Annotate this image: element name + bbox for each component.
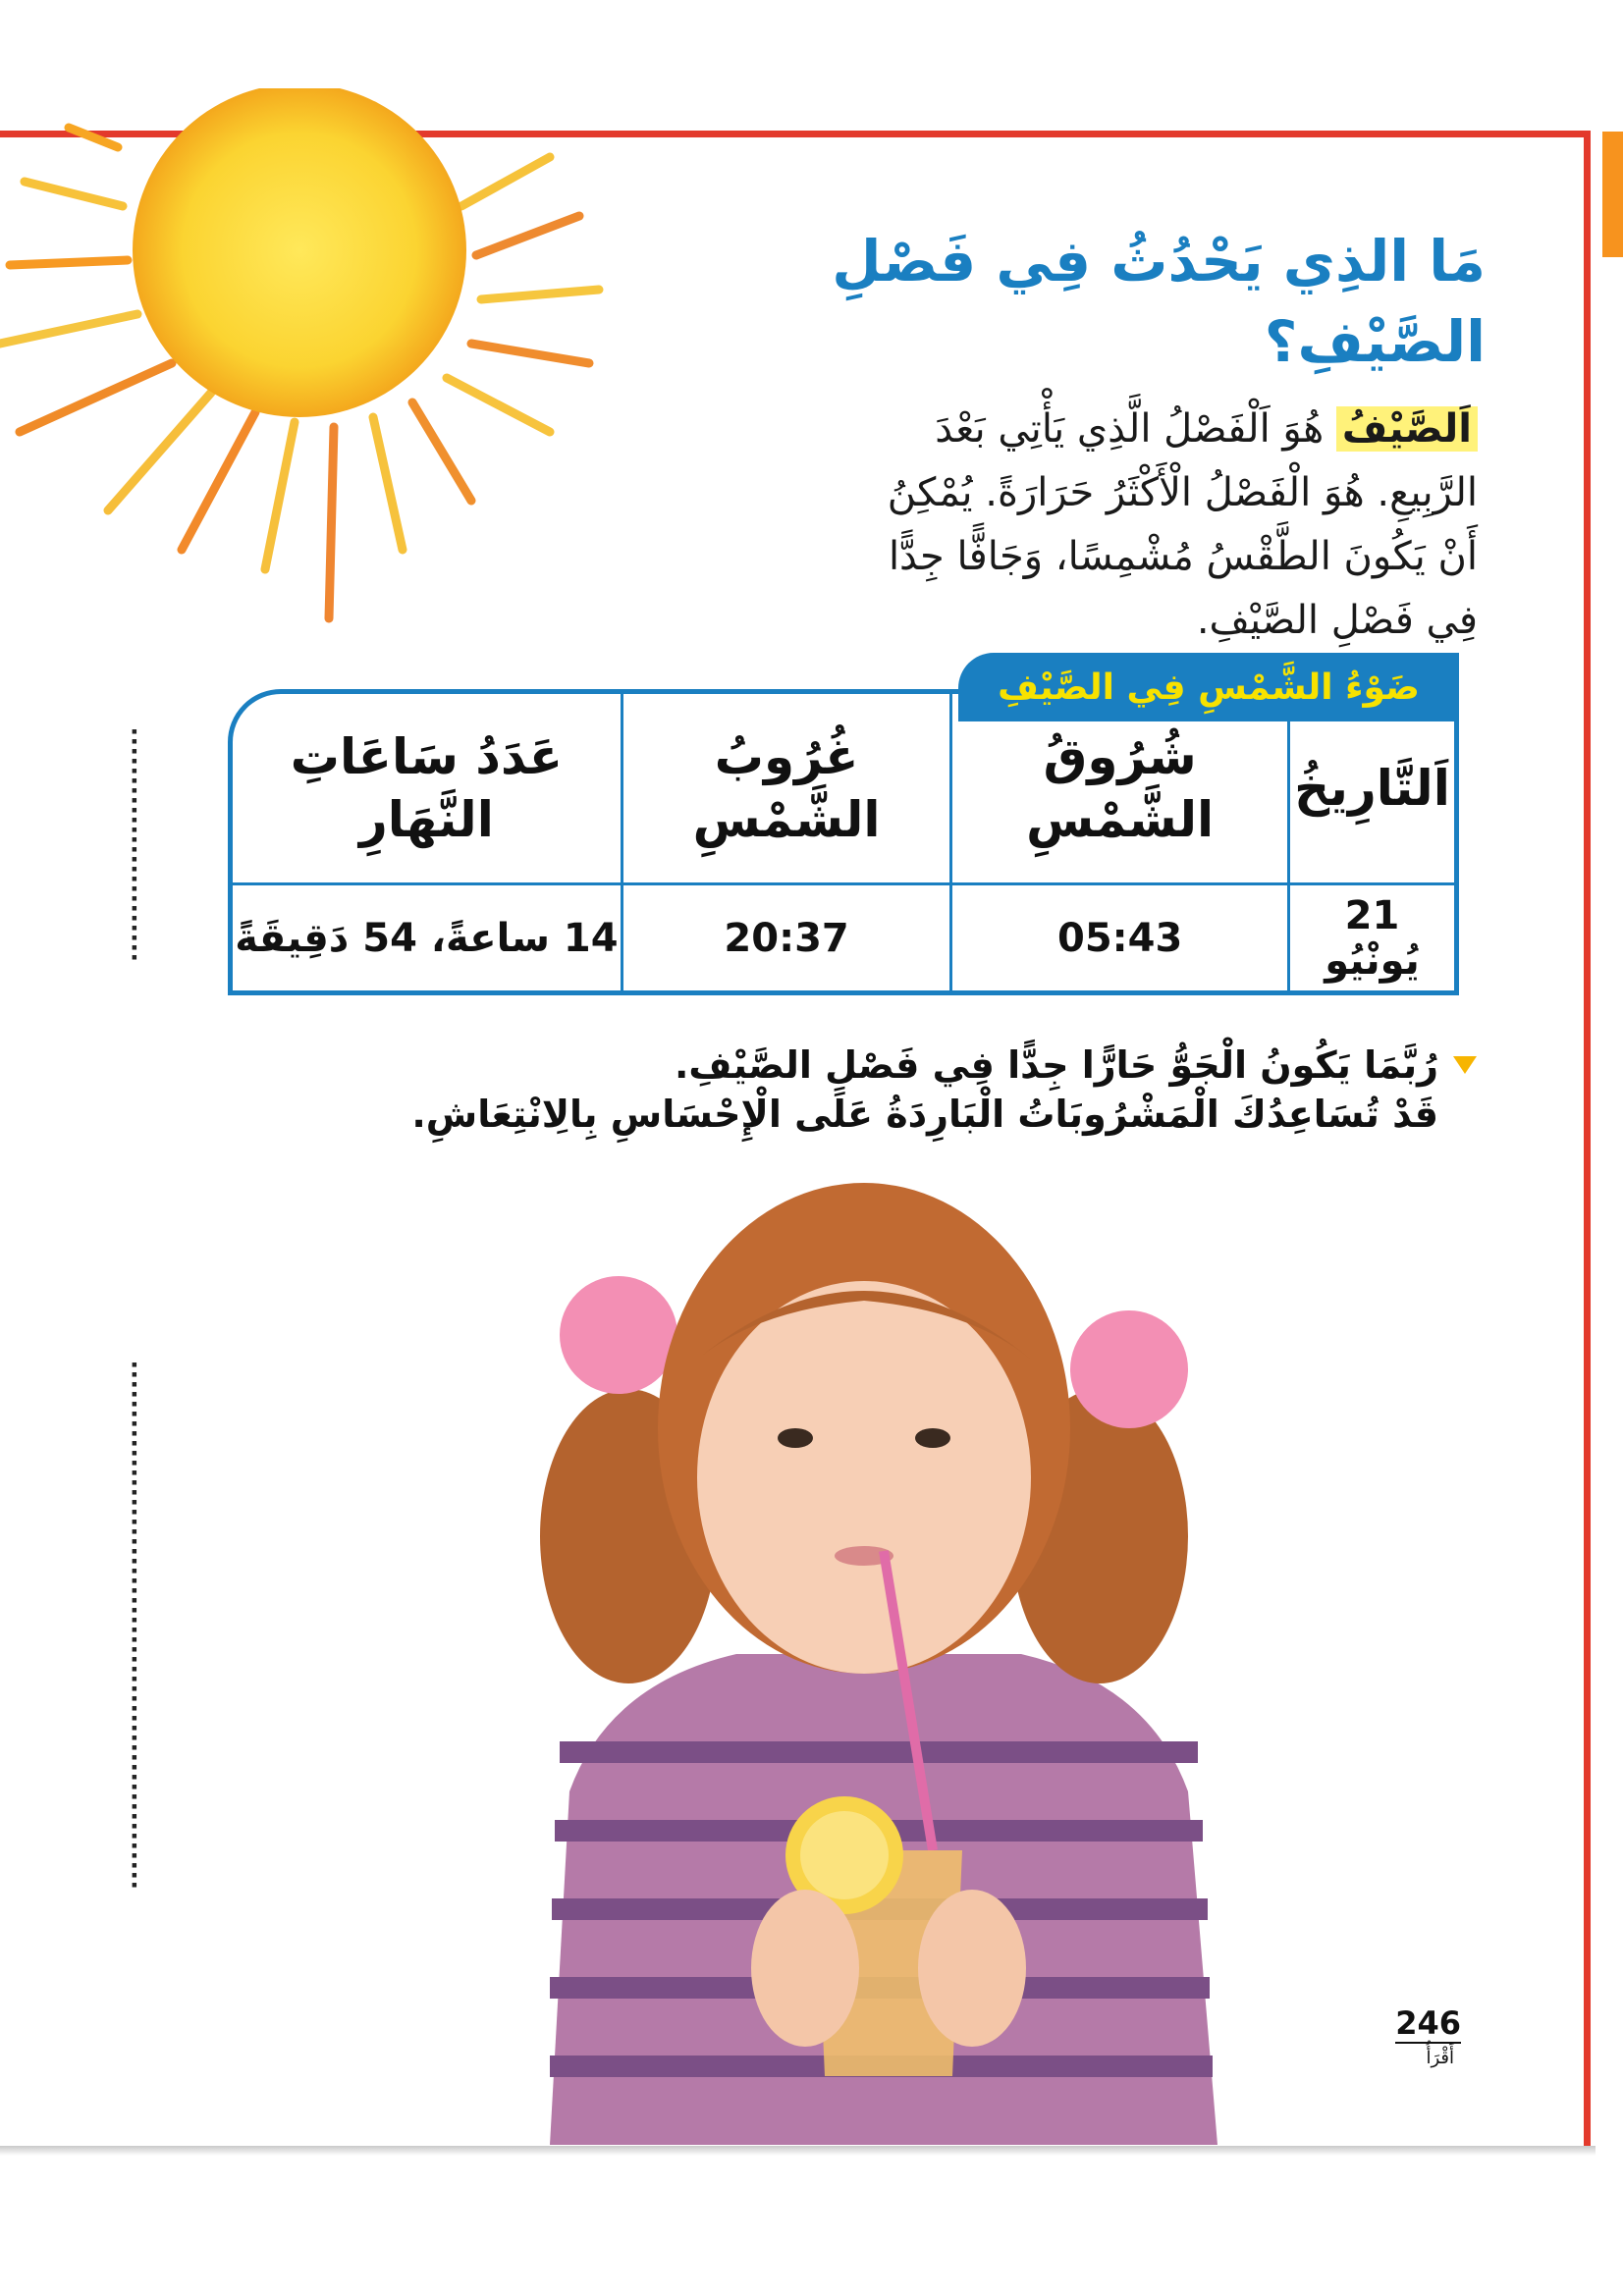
- table-header-row: [233, 694, 1454, 884]
- header-sunset: غُرُوبُ الشَّمْسِ: [622, 694, 951, 884]
- page-title: مَا الذِي يَحْدُثُ فِي فَصْلِ الصَّيْفِ؟: [832, 228, 1486, 375]
- sun-illustration: [0, 88, 609, 638]
- page-number: 246: [1395, 2004, 1461, 2042]
- cell-sunrise: 05:43: [951, 884, 1289, 990]
- cell-date: 21 يُونْيُو: [1288, 884, 1454, 990]
- header-daylight-hours: عَدَدُ سَاعَاتِ النَّهَارِ: [233, 694, 622, 884]
- table-row: [233, 884, 1454, 990]
- data-table: [233, 694, 1454, 990]
- header-date: اَلتَّارِيخُ: [1288, 694, 1454, 884]
- cell-daylight-hours: 14 ساعةً، 54 دَقِيقَةً: [233, 884, 622, 990]
- keyword-highlight: اَلصَّيْفُ: [1336, 406, 1478, 452]
- cell-sunset: 20:37: [622, 884, 951, 990]
- intro-paragraph: [849, 398, 1478, 653]
- photo-credit-note-2: ▪▪▪▪▪▪▪▪▪▪▪▪▪▪▪▪▪▪▪▪▪▪▪▪▪▪▪▪▪▪▪▪▪▪▪▪▪▪▪▪▪▪▪▪▪▪▪▪▪▪▪▪▪▪: [130, 1360, 139, 1890]
- page-section-label: أَقْرَأُ: [1426, 2048, 1454, 2068]
- header-sunrise: شُرُوقُ الشَّمْسِ: [951, 694, 1289, 884]
- sunlight-table: [228, 689, 1459, 995]
- girl-drinking-photo: [511, 1163, 1237, 2145]
- page-shadow: [0, 2146, 1596, 2156]
- triangle-down-icon: [1453, 1056, 1477, 1074]
- table-caption: ضَوْءُ الشَّمْسِ فِي الصَّيْفِ: [958, 653, 1459, 721]
- chapter-tab: [1602, 132, 1623, 257]
- caption-line-1: رُبَّمَا يَكُونُ الْجَوُّ حَارًّا جِدًّا فِي فَصْلِ الصَّيْفِ.: [674, 1043, 1438, 1087]
- caption-line-2: قَدْ تُسَاعِدُكَ الْمَشْرُوبَاتُ الْبَارِدَةُ عَلَى الْإِحْسَاسِ بِالِانْتِعَاشِ.: [411, 1093, 1438, 1136]
- photo-caption: [398, 1041, 1478, 1139]
- intro-text: هُوَ اَلْفَصْلُ الَّذِي يَأْتِي بَعْدَ الرَّبِيعِ. هُوَ الْفَصْلُ الْأَكْثَرُ حَرَارَةً. يُمْكِنُ أَنْ يَكُونَ الطَّقْسُ مُشْمِسًا، وَجَافًّا جِدًّا فِي فَصْلِ الصَّيْفِ.: [887, 406, 1478, 643]
- photo-credit-note: ▪▪▪▪▪▪▪▪▪▪▪▪▪▪▪▪▪▪▪▪▪▪▪▪: [130, 726, 139, 962]
